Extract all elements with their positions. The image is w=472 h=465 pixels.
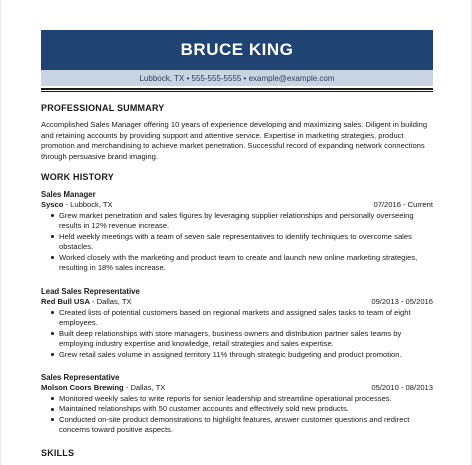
job-bullets	[41, 394, 433, 436]
work-history-heading: WORK HISTORY	[41, 172, 114, 182]
employer-location: - Dallas, TX	[89, 297, 132, 306]
employer-location: - Dallas, TX	[123, 383, 166, 392]
job-bullet: Worked closely with the marketing and product team to create and launch new online marketing strategies, resulting in 18% sales increase.	[59, 253, 433, 274]
job-employer-line	[41, 383, 433, 394]
job-entry	[41, 189, 433, 274]
header-divider-thin	[41, 91, 433, 92]
job-bullet: Conducted on-site product demonstrations to highlight features, answer customer questions and redirect concerns toward positive aspects.	[59, 415, 433, 436]
summary-text: Accomplished Sales Manager offering 10 years of experience developing and maximizing sales. Diligent in building and retaining accounts by providing support and attentive service. Expertise in marketing strategies, product promotion and merchandising to achieve market penetration. Successful record of expanding network connections through persuasive brand imaging.	[41, 120, 428, 162]
skills-heading: SKILLS	[41, 448, 75, 458]
job-bullets	[41, 308, 433, 361]
job-employer	[41, 383, 165, 394]
header-divider	[41, 88, 433, 90]
job-dates: 05/2010 - 08/2013	[371, 383, 433, 392]
job-bullet: Held weekly meetings with a team of seven sale representatives to identify techniques to overcome sales obstacles.	[59, 232, 433, 253]
job-employer	[41, 200, 113, 211]
job-employer	[41, 297, 132, 308]
employer-name: Sysco	[41, 200, 64, 209]
job-bullet: Grew market penetration and sales figures by leveraging supplier relationships and personally overseeing results in 12% revenue increase.	[59, 211, 433, 232]
job-entry	[41, 372, 433, 436]
contact-bar	[41, 70, 433, 86]
job-bullet: Built deep relationships with store managers, business owners and distribution partner sales teams by employing industry expertise and knowledge, retail strategies and sales expertise.	[59, 329, 433, 350]
job-dates: 07/2016 - Current	[373, 200, 433, 209]
summary-heading: PROFESSIONAL SUMMARY	[41, 103, 165, 113]
job-bullet: Maintained relationships with 50 customer accounts and effectively sold new products.	[59, 404, 433, 415]
name-header	[41, 30, 433, 70]
employer-name: Red Bull USA	[41, 297, 90, 306]
job-entry	[41, 286, 433, 360]
job-bullet: Created lists of potential customers based on regional markets and assigned sales tasks to team of eight employees.	[59, 308, 433, 329]
job-employer-line	[41, 200, 433, 211]
candidate-name: BRUCE KING	[180, 40, 294, 59]
contact-info: Lubbock, TX • 555-555-5555 • example@example.com	[139, 73, 335, 83]
job-bullets	[41, 211, 433, 275]
job-dates: 09/2013 - 05/2016	[371, 297, 433, 306]
job-title: Sales Manager	[41, 190, 96, 199]
job-bullet: Grew retail sales volume in assigned territory 11% through strategic budgeting and product promotion.	[59, 350, 433, 361]
job-employer-line	[41, 297, 433, 308]
employer-location: - Lubbock, TX	[63, 200, 113, 209]
employer-name: Molson Coors Brewing	[41, 383, 124, 392]
job-title: Sales Representative	[41, 373, 120, 382]
job-title: Lead Sales Representative	[41, 287, 140, 296]
job-bullet: Monitored weekly sales to write reports for senior leadership and streamline operational processes.	[59, 394, 433, 405]
